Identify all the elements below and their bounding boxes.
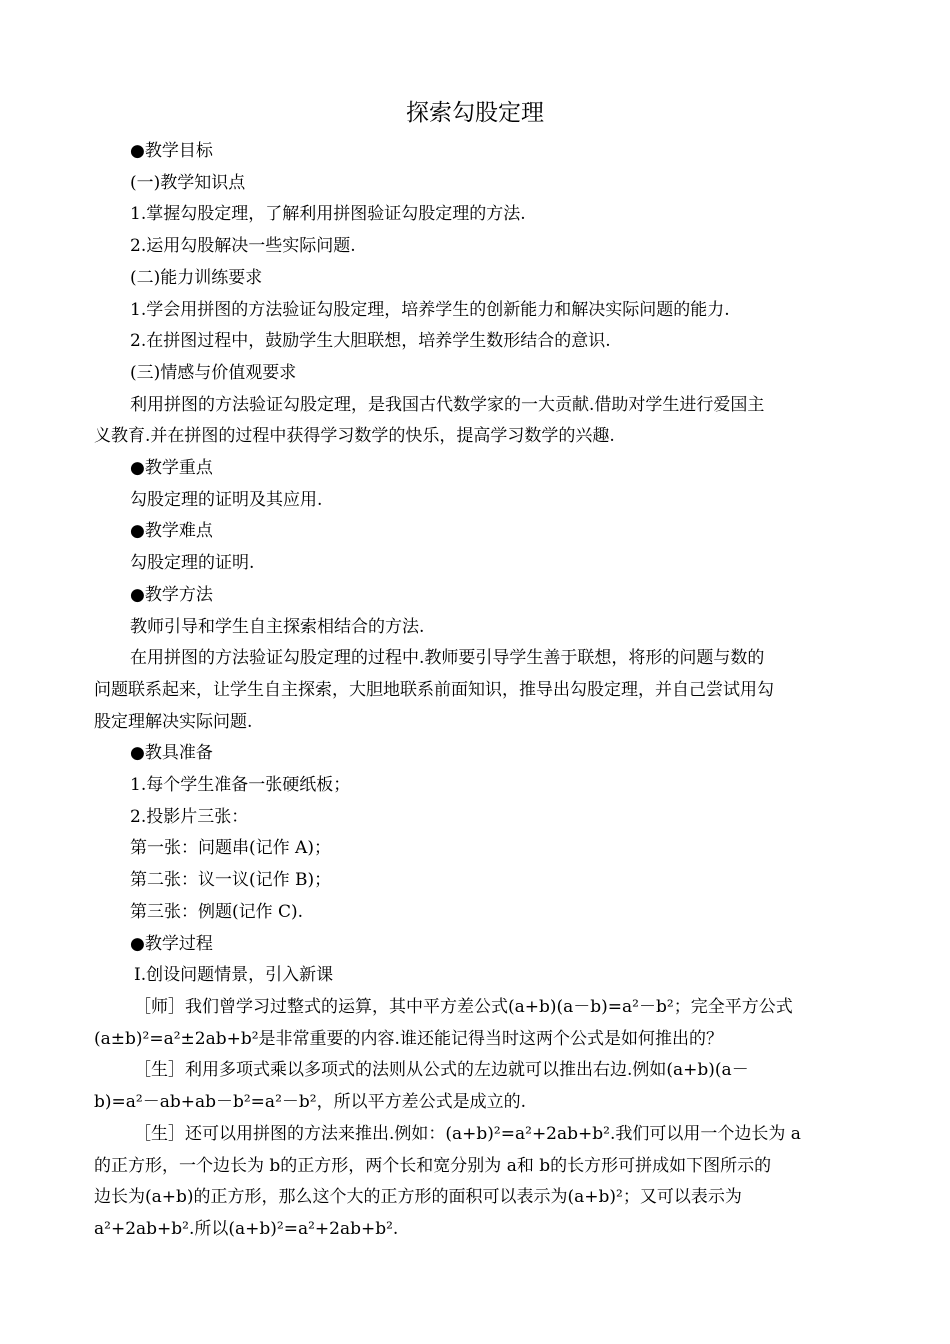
list-item: 第三张：例题(记作 C). [130, 901, 304, 922]
paragraph-line: 义教育.并在拼图的过程中获得学习数学的快乐，提高学习数学的兴趣. [94, 426, 615, 447]
body-text: 勾股定理的证明及其应用. [130, 489, 323, 510]
section-heading-teaching-aids: ●教具准备 [130, 743, 213, 764]
paragraph-line: 问题联系起来，让学生自主探索，大胆地联系前面知识，推导出勾股定理，并自己尝试用勾 [94, 679, 774, 700]
paragraph-line: 利用拼图的方法验证勾股定理，是我国古代数学家的一大贡献.借助对学生进行爱国主 [130, 394, 765, 415]
list-item: 第二张：议一议(记作 B)； [130, 870, 332, 891]
list-item: 1.学会用拼图的方法验证勾股定理，培养学生的创新能力和解决实际问题的能力. [130, 299, 730, 320]
section-heading-methods: ●教学方法 [130, 584, 213, 605]
section-heading-key-points: ●教学重点 [130, 458, 213, 479]
list-item: 2.投影片三张： [130, 806, 249, 827]
list-item: 1.每个学生准备一张硬纸板； [130, 775, 351, 796]
list-item: 2.运用勾股解决一些实际问题. [130, 236, 356, 257]
section-heading-teaching-process: ●教学过程 [130, 933, 213, 954]
paragraph-line: ［师］我们曾学习过整式的运算，其中平方差公式(a+b)(a－b)=a²－b²；完全平方公式 [134, 996, 793, 1017]
document-title: 探索勾股定理 [406, 100, 544, 126]
subsection-heading-ability-training: (二)能力训练要求 [130, 267, 263, 288]
paragraph-line: 在用拼图的方法验证勾股定理的过程中.教师要引导学生善于联想，将形的问题与数的 [130, 648, 765, 669]
subsection-heading-intro: Ⅰ.创设问题情景，引入新课 [134, 965, 334, 986]
paragraph-line: b)=a²－ab+ab－b²=a²－b²，所以平方差公式是成立的. [94, 1092, 526, 1113]
paragraph-line: ［生］利用多项式乘以多项式的法则从公式的左边就可以推出右边.例如(a+b)(a－ [134, 1060, 749, 1081]
paragraph-line: 股定理解决实际问题. [94, 711, 253, 732]
paragraph-line: ［生］还可以用拼图的方法来推出.例如：(a+b)²=a²+2ab+b².我们可以用一个边长为 a [134, 1123, 801, 1144]
body-text: 勾股定理的证明. [130, 553, 255, 574]
section-heading-difficulties: ●教学难点 [130, 521, 213, 542]
paragraph-line: (a±b)²=a²±2ab+b²是非常重要的内容.谁还能记得当时这两个公式是如何推出的？ [94, 1028, 723, 1049]
paragraph-line: a²+2ab+b².所以(a+b)²=a²+2ab+b². [94, 1218, 399, 1239]
list-item: 第一张：问题串(记作 A)； [130, 838, 331, 859]
list-item: 1.掌握勾股定理，了解利用拼图验证勾股定理的方法. [130, 204, 526, 225]
subsection-heading-knowledge-points: (一)教学知识点 [130, 172, 246, 193]
paragraph-line: 边长为(a+b)的正方形，那么这个大的正方形的面积可以表示为(a+b)²；又可以表示为 [94, 1187, 742, 1208]
paragraph-line: 的正方形，一个边长为 b的正方形，两个长和宽分别为 a和 b的长方形可拼成如下图所示的 [94, 1155, 772, 1176]
body-text: 教师引导和学生自主探索相结合的方法. [130, 616, 425, 637]
subsection-heading-emotion-values: (三)情感与价值观要求 [130, 362, 297, 383]
list-item: 2.在拼图过程中，鼓励学生大胆联想，培养学生数形结合的意识. [130, 331, 611, 352]
section-heading-teaching-goals: ●教学目标 [130, 141, 213, 161]
